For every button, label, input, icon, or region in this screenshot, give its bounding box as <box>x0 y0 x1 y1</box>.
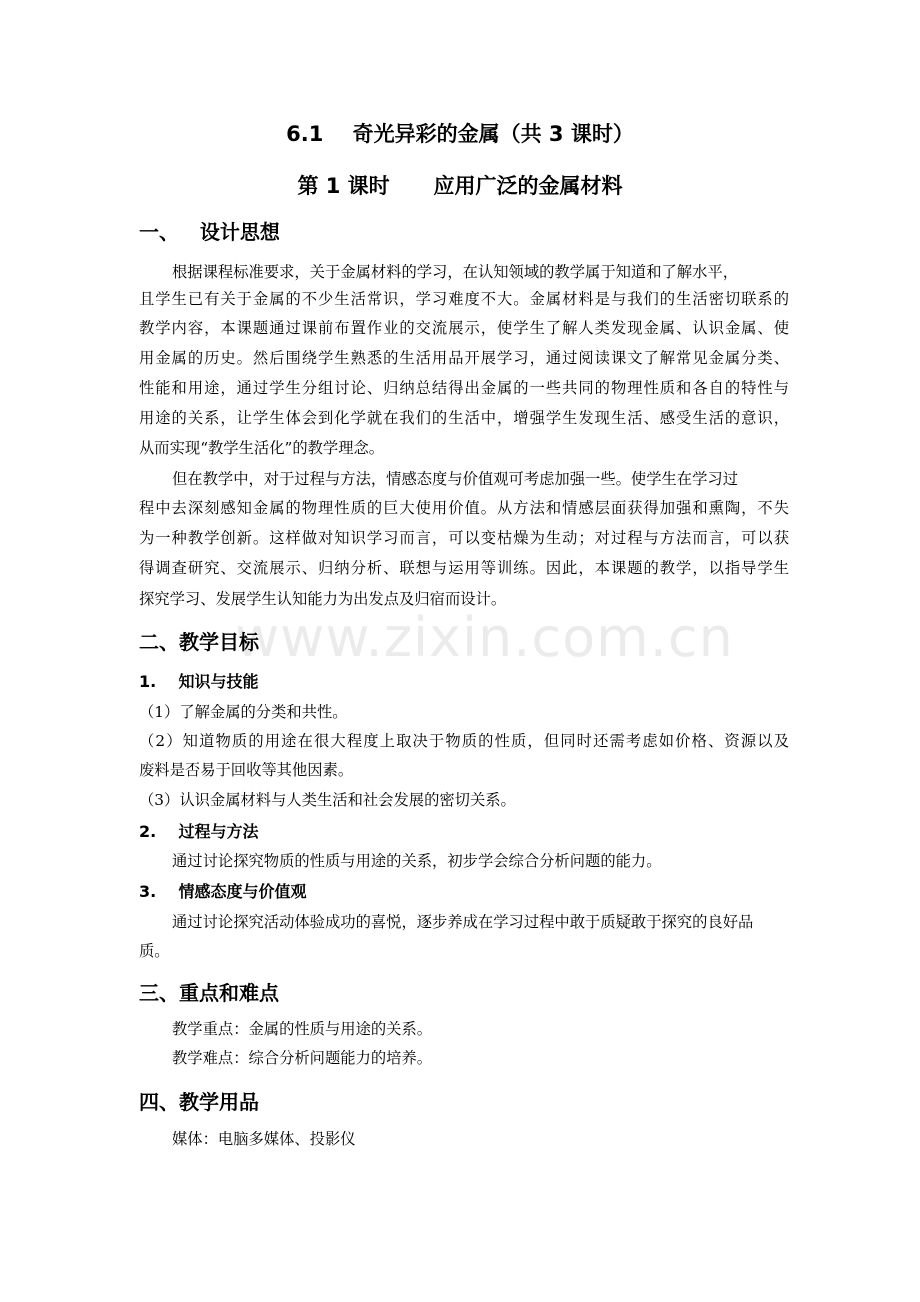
subheading-emotion-values: 3. 情感态度与价值观 <box>139 882 307 901</box>
paragraph-line: 性能和用途，通过学生分组讨论、归纳总结得出金属的一些共同的物理性质和各自的特性与 <box>139 379 789 397</box>
section-heading-objectives: 二、教学目标 <box>139 630 259 654</box>
list-item: （1）了解金属的分类和共性。 <box>139 703 348 721</box>
paragraph-line: 根据课程标准要求，关于金属材料的学习，在认知领域的教学属于知道和了解水平， <box>172 263 738 281</box>
subheading-process-method: 2. 过程与方法 <box>139 822 259 841</box>
list-item: （3）认识金属材料与人类生活和社会发展的密切关系。 <box>139 791 516 809</box>
paragraph-line: 但在教学中，对于过程与方法，情感态度与价值观可考虑加强一些。使学生在学习过 <box>172 470 738 488</box>
subheading-knowledge-skills: 1. 知识与技能 <box>139 672 259 691</box>
paragraph-line: 且学生已有关于金属的不少生活常识，学习难度不大。金属材料是与我们的生活密切联系的 <box>139 290 789 308</box>
section-heading-key-points: 三、重点和难点 <box>139 981 279 1005</box>
section-heading-design: 一、 设计思想 <box>139 220 280 244</box>
section-heading-materials: 四、教学用品 <box>139 1090 259 1114</box>
paragraph-line: 通过讨论探究物质的性质与用途的关系，初步学会综合分析问题的能力。 <box>172 852 662 870</box>
list-item-continuation: 废料是否易于回收等其他因素。 <box>139 761 354 779</box>
lesson-subtitle: 第 1 课时 应用广泛的金属材料 <box>297 174 623 198</box>
difficult-point-text: 教学难点：综合分析问题能力的培养。 <box>172 1049 433 1067</box>
paragraph-line: 为一种教学创新。这样做对知识学习而言，可以变枯燥为生动；对过程与方法而言，可以获 <box>139 529 789 547</box>
paragraph-line: 通过讨论探究活动体验成功的喜悦，逐步养成在学习过程中敢于质疑敢于探究的良好品 <box>172 913 754 931</box>
paragraph-line: 质。 <box>139 942 170 960</box>
watermark: www.zixin.com.cn <box>235 606 734 669</box>
paragraph-line: 用途的关系，让学生体会到化学就在我们的生活中，增强学生发现生活、感受生活的意识， <box>139 409 789 427</box>
paragraph-line: 从而实现“教学生活化”的教学理念。 <box>139 439 385 457</box>
paragraph-line: 得调查研究、交流展示、归纳分析、联想与运用等训练。因此，本课题的教学，以指导学生 <box>139 559 789 577</box>
paragraph-line: 教学内容，本课题通过课前布置作业的交流展示，使学生了解人类发现金属、认识金属、使 <box>139 319 789 337</box>
paragraph-line: 用金属的历史。然后围绕学生熟悉的生活用品开展学习，通过阅读课文了解常见金属分类、 <box>139 349 789 367</box>
list-item: （2）知道物质的用途在很大程度上取决于物质的性质，但同时还需考虑如价格、资源以及 <box>139 732 789 750</box>
paragraph-line: 程中去深刻感知金属的物理性质的巨大使用价值。从方法和情感层面获得加强和熏陶，不失 <box>139 499 789 517</box>
document-title: 6.1 奇光异彩的金属（共 3 课时） <box>286 122 634 146</box>
media-text: 媒体：电脑多媒体、投影仪 <box>172 1130 356 1148</box>
key-point-text: 教学重点：金属的性质与用途的关系。 <box>172 1020 433 1038</box>
paragraph-line: 探究学习、发展学生认知能力为出发点及归宿而设计。 <box>139 590 507 608</box>
